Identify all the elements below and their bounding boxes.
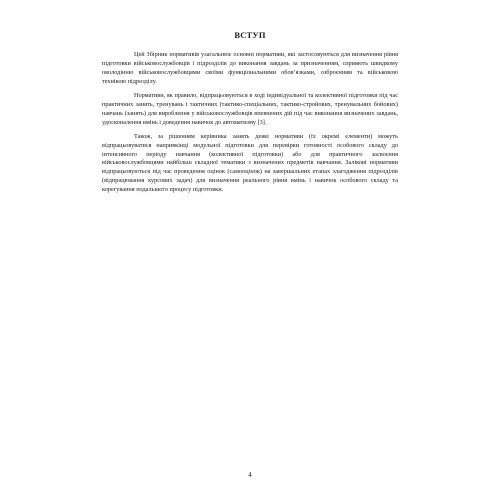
- paragraph-2: Нормативи, як правило, відпрацьовуються в ході індивідуальної та колективної підготовки під час практичних занять, тренувань і тактичних (тактико-спеціальних, тактико-стройових, тренувальних бойових) навчань (занять) для вироблення у військовослужбовців впевнених дій під час виконання визначених завдань, удосконалення вмінь і доведення навичок до автоматизму [3].: [102, 91, 398, 126]
- paragraph-1: Цей Збірник нормативів узагальнює основні нормативи, які застосовуються для визначення рівня підготовки військовослужбовців і підрозділів до виконання завдань за призначенням, сприяють швидкому оволодінню військовослужбовцями своїми функціональними обов’язками, озброєнням та військовою технікою підрозділу.: [102, 51, 398, 85]
- body-text: [102, 51, 398, 200]
- page-title: ВСТУП: [234, 30, 266, 40]
- paragraph-3: Також, за рішенням керівника занять деякі нормативи (їх окремі елементи) можуть відпрацьовуватися напривкінці модульної підготовки для перевірки готовності особового складу до інтенсивного періоду навчання (колективної підготовки) або для практичного засвоєння військовослужбовцями найбільш складної тематики з визначених предметів навчання. Залікові нормативи відпрацьовуються під час проведення оцінок (самооцінок) на завершальних етапах злагодження підрозділів (відпрацювання курсових задач) для визначення реального рівня вмінь і навичок особового складу та корегування подальшого процесу підготовки.: [102, 132, 398, 193]
- page-number: 4: [248, 471, 252, 479]
